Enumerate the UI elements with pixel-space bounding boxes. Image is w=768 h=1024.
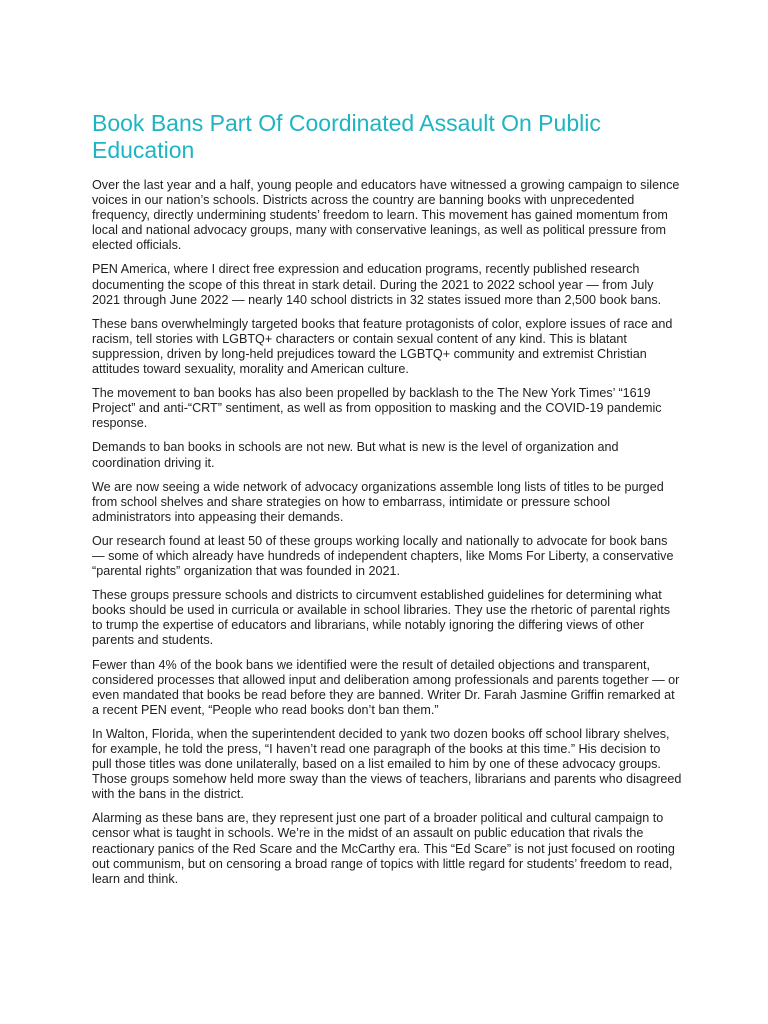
article-body bbox=[92, 178, 682, 887]
document-page bbox=[92, 110, 682, 896]
paragraph: PEN America, where I direct free expression and education programs, recently published research documenting the scope of this threat in stark detail. During the 2021 to 2022 school year — from July 2021 through June 2022 — nearly 140 school districts in 32 states issued more than 2,500 book bans. bbox=[92, 262, 662, 307]
paragraph: These bans overwhelmingly targeted books that feature protagonists of color, explore issues of race and racism, tell stories with LGBTQ+ characters or contain sexual content of any kind. This is blatant suppression, driven by long-held prejudices toward the LGBTQ+ community and extremist Christian attitudes toward sexuality, morality and American culture. bbox=[92, 316, 673, 377]
paragraph: In Walton, Florida, when the superintendent decided to yank two dozen books off school library shelves, for example, he told the press, “I haven’t read one paragraph of the books at this time.” His decision to pull those titles was done unilaterally, based on a list emailed to him by one of these advocacy groups. Those groups somehow held more sway than the views of teachers, librarians and parents who disagreed with the bans in the district. bbox=[92, 726, 682, 802]
paragraph: Alarming as these bans are, they represent just one part of a broader political and cultural campaign to censor what is taught in schools. We’re in the midst of an assault on public education that rivals the reactionary panics of the Red Scare and the McCarthy era. This “Ed Scare” is not just focused on rooting out communism, but on censoring a broad range of topics with little regard for students’ freedom to read, learn and think. bbox=[92, 811, 675, 886]
paragraph: These groups pressure schools and districts to circumvent established guidelines for determining what books should be used in curricula or available in school libraries. They use the rhetoric of parental rights to trump the expertise of educators and librarians, while notably ignoring the differing views of other parents and students. bbox=[92, 588, 670, 648]
article-title: Book Bans Part Of Coordinated Assault On Public Education bbox=[92, 110, 601, 163]
paragraph: The movement to ban books has also been propelled by backlash to the The New York Times’ “1619 Project” and anti-“CRT” sentiment, as well as from opposition to masking and the COVID-19 pandemic response. bbox=[92, 386, 662, 431]
paragraph: Demands to ban books in schools are not new. But what is new is the level of organization and coordination driving it. bbox=[92, 440, 619, 470]
paragraph: We are now seeing a wide network of advocacy organizations assemble long lists of titles to be purged from school shelves and share strategies on how to embarrass, intimidate or pressure school administrators into appeasing their demands. bbox=[92, 479, 664, 524]
paragraph: Fewer than 4% of the book bans we identified were the result of detailed objections and transparent, considered processes that allowed input and deliberation among professionals and parents together — or even mandated that books be read before they are banned. Writer Dr. Farah Jasmine Griffin remarked at a recent PEN event, “People who read books don’t ban them.” bbox=[92, 657, 680, 717]
paragraph: Over the last year and a half, young people and educators have witnessed a growing campaign to silence voices in our nation’s schools. Districts across the country are banning books with unprecedented frequency, directly undermining students’ freedom to learn. This movement has gained momentum from local and national advocacy groups, many with conservative leanings, as well as political pressure from elected officials. bbox=[92, 178, 680, 253]
paragraph: Our research found at least 50 of these groups working locally and nationally to advocate for book bans — some of which already have hundreds of independent chapters, like Moms For Liberty, a conservative “parental rights” organization that was founded in 2021. bbox=[92, 533, 674, 579]
